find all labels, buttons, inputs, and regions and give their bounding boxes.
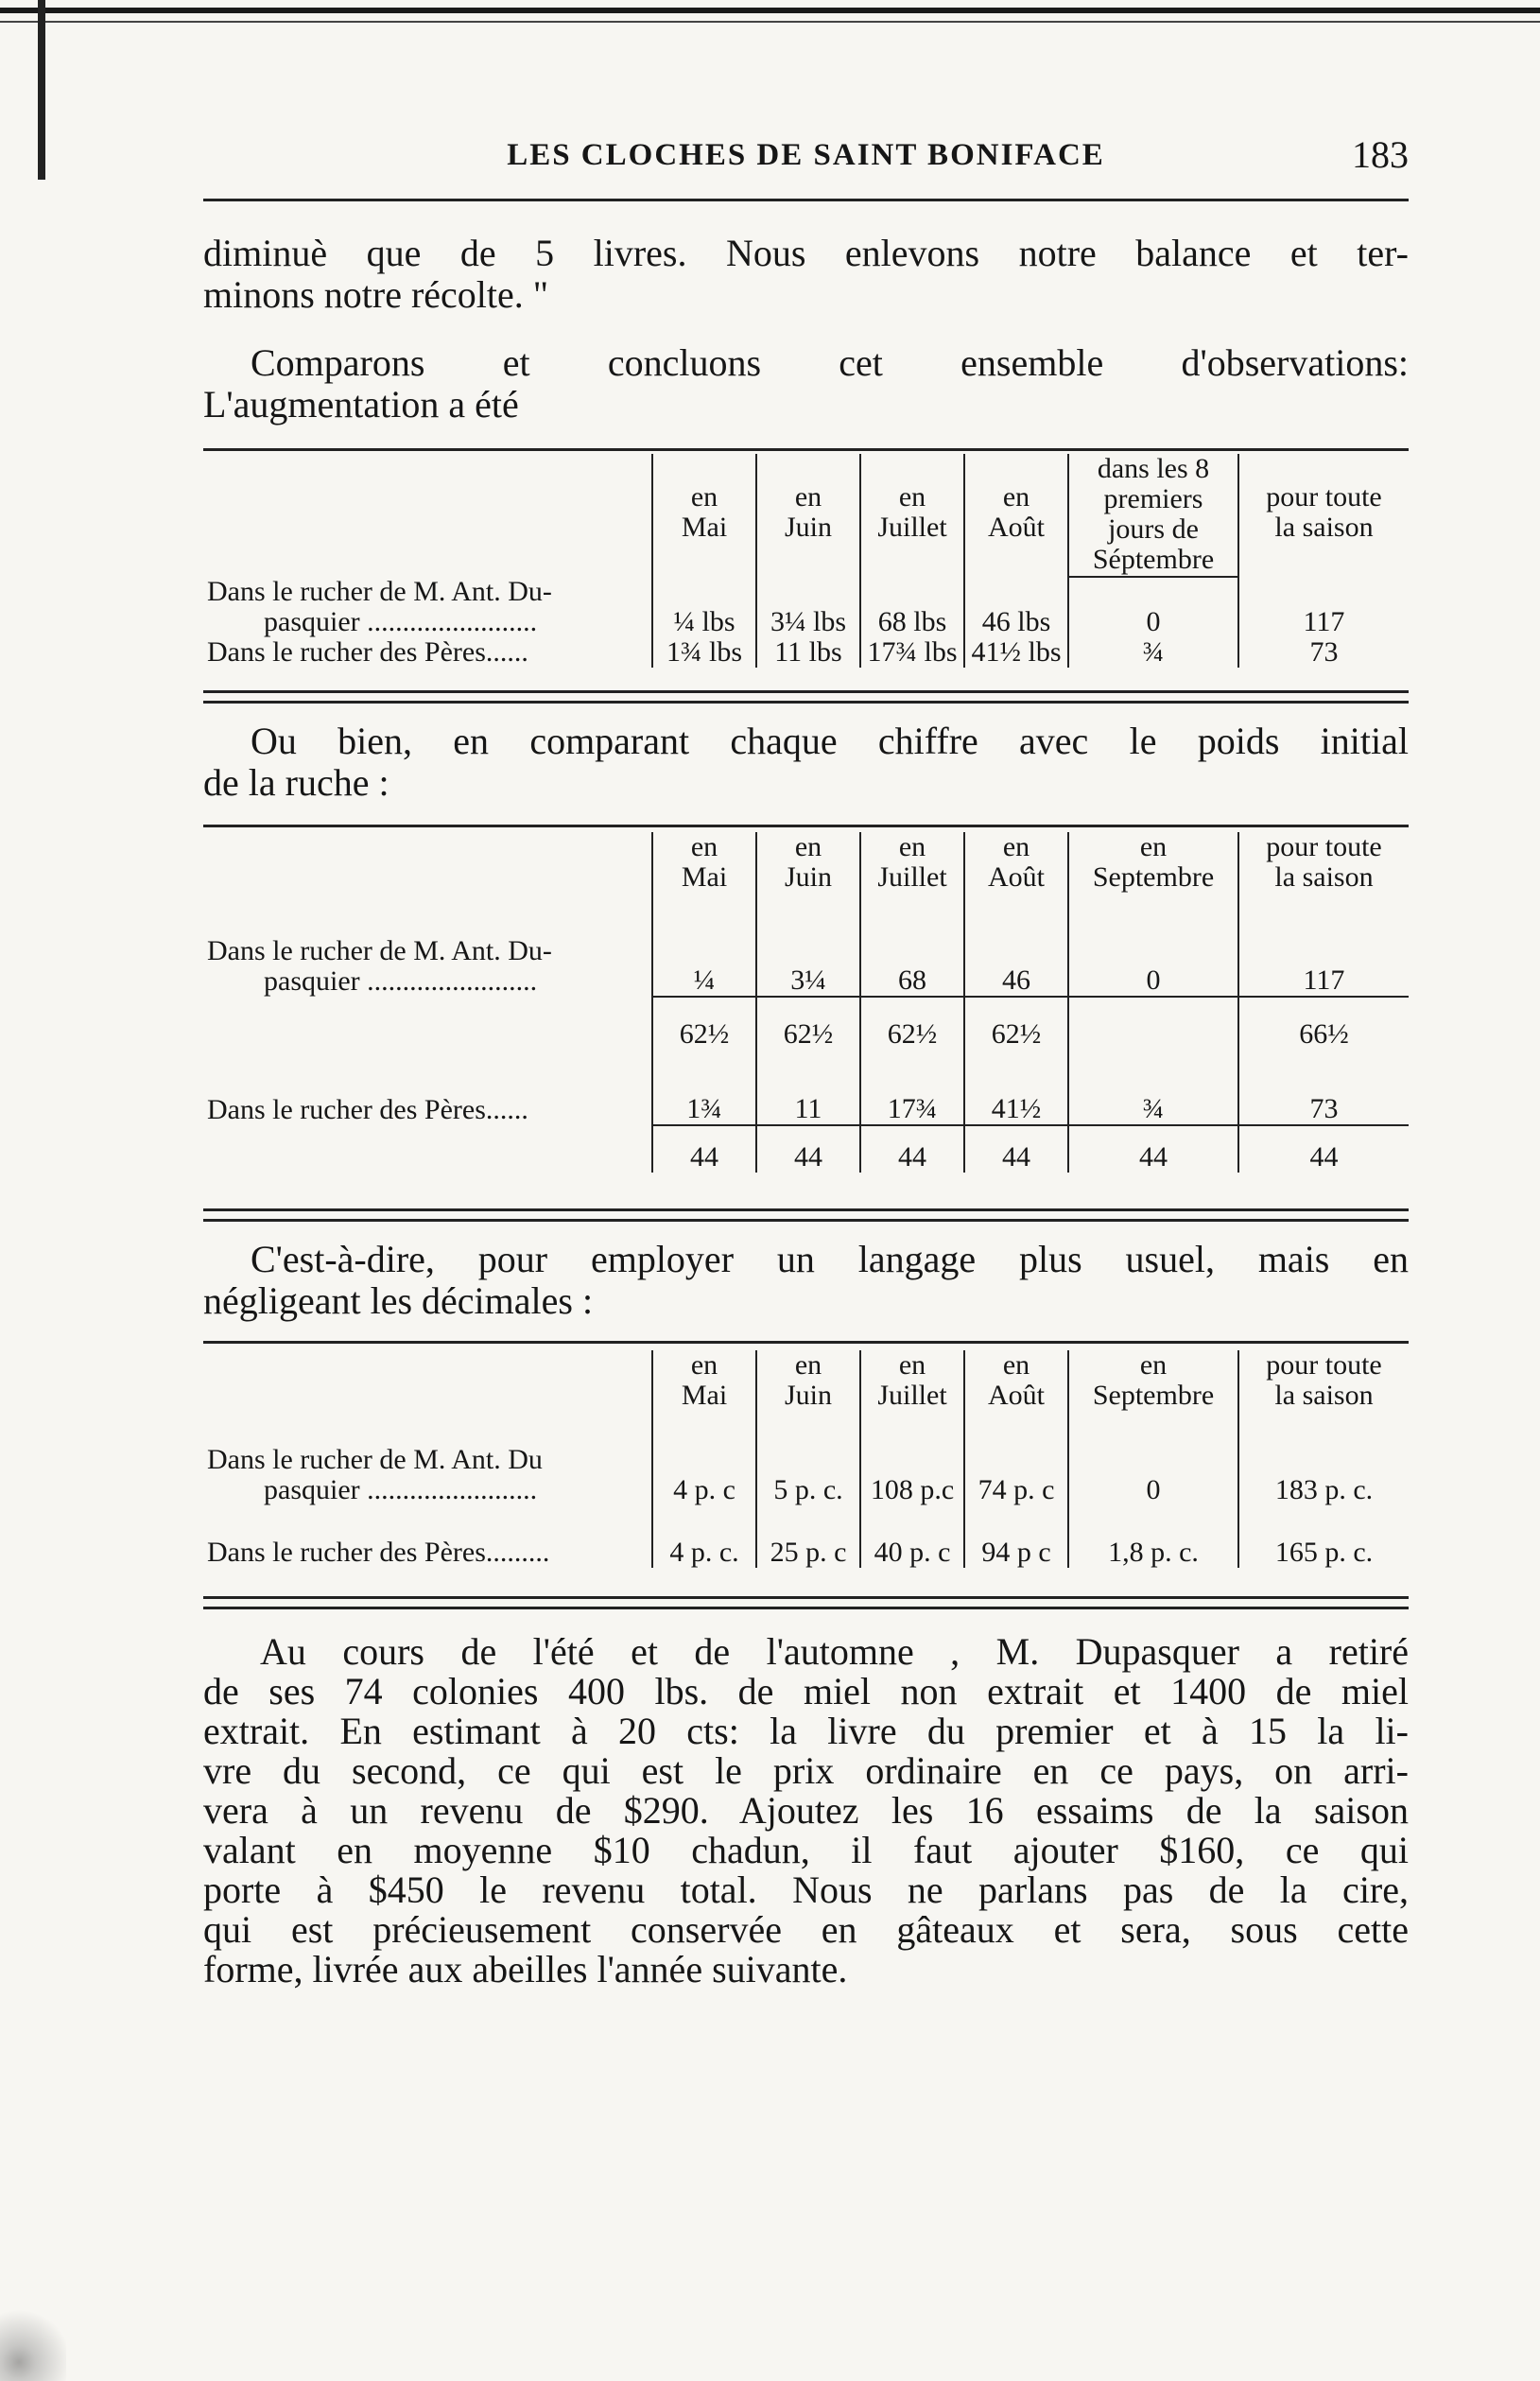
col-header-line: Septembre — [1092, 1380, 1215, 1411]
paragraph-1 — [203, 233, 1409, 316]
col-header-septembre — [1068, 1350, 1238, 1426]
cell: 0 — [1068, 577, 1238, 637]
cell: 46 — [964, 908, 1068, 997]
col-header-juillet — [860, 454, 964, 577]
cell — [1068, 997, 1238, 1050]
col-header-aout — [964, 454, 1068, 577]
table3-bottom-rule — [203, 1596, 1409, 1609]
row-label-line: pasquier ........................ — [264, 965, 538, 997]
col-header-line: en — [794, 831, 822, 862]
cell: 1¾ lbs — [652, 637, 756, 668]
page-edge-rule-thin — [0, 21, 1540, 23]
table-corner — [203, 454, 652, 577]
col-header-line: jours de — [1108, 513, 1199, 545]
table1-top-rule — [203, 448, 1409, 451]
cell: 165 p. c. — [1274, 1537, 1374, 1568]
table-corner — [203, 832, 652, 908]
text-line: Comparons et concluons cet ensemble d'observations: — [251, 341, 1409, 384]
col-header-saison — [1238, 832, 1409, 908]
cell: 68 lbs — [860, 577, 964, 637]
cell: 44 — [964, 1125, 1068, 1173]
col-header-line: la saison — [1274, 512, 1374, 543]
col-header-juin — [756, 454, 860, 577]
col-header-line: en — [690, 831, 718, 862]
running-title: LES CLOCHES DE SAINT BONIFACE — [507, 138, 1105, 172]
col-header-line: Juin — [784, 512, 832, 543]
cell: 5 p. c. — [756, 1426, 860, 1505]
table-row — [203, 1050, 1409, 1125]
row-label — [203, 577, 652, 637]
col-header-mai — [652, 1350, 756, 1426]
scan-smudge — [0, 2277, 66, 2381]
cell: 3¼ lbs — [756, 577, 860, 637]
col-header-line: Séptembre — [1092, 544, 1215, 575]
cell: 0 — [1068, 908, 1238, 997]
col-header-saison — [1238, 1350, 1409, 1426]
text-line: valant en moyenne $10 chadun, il faut ajouter $160, ce qui — [203, 1829, 1409, 1871]
table-augmentation-lbs — [203, 454, 1409, 668]
text-line: qui est précieusement conservée en gâteaux et sera, sous cette — [203, 1908, 1409, 1951]
text-line: minons notre récolte. " — [203, 273, 549, 316]
col-header-septembre — [1068, 454, 1238, 577]
cell: ¼ — [652, 908, 756, 997]
col-header-line: pour toute — [1266, 481, 1382, 513]
row-label-empty — [203, 997, 652, 1050]
col-header-line: Août — [988, 1380, 1045, 1411]
table3-top-rule — [203, 1341, 1409, 1344]
col-header-line: en — [1139, 1349, 1168, 1381]
cell: 0 — [1068, 1426, 1238, 1505]
col-header-line: en — [898, 831, 926, 862]
cell: 11 lbs — [756, 637, 860, 668]
row-label-empty — [203, 1125, 652, 1173]
paragraph-2 — [203, 342, 1409, 426]
cell: 1,8 p. c. — [1068, 1505, 1238, 1568]
col-header-line: pour toute — [1266, 1349, 1382, 1381]
col-header-line: en — [1002, 831, 1030, 862]
col-header-septembre — [1068, 832, 1238, 908]
row-label: Dans le rucher des Pères......... — [203, 1505, 652, 1568]
table1-bottom-rule — [203, 690, 1409, 704]
table-row-denominators — [203, 997, 1409, 1050]
cell: 66½ — [1238, 997, 1409, 1050]
cell: 44 — [1238, 1125, 1409, 1173]
text-line: extrait. En estimant à 20 cts: la livre du premier et à 15 la li- — [203, 1710, 1409, 1752]
cell: 40 p. c — [860, 1505, 964, 1568]
col-header-line: dans les 8 — [1097, 453, 1210, 484]
header-rule — [203, 199, 1409, 201]
cell: 117 — [1303, 965, 1345, 996]
col-header-line: Juillet — [877, 1380, 947, 1411]
cell: 68 — [860, 908, 964, 997]
col-header-saison — [1238, 454, 1409, 577]
col-header-line: en — [1139, 831, 1168, 862]
table-ratio-initial-weight — [203, 832, 1409, 1173]
row-label-line: Dans le rucher de M. Ant. Du — [207, 1444, 543, 1475]
row-label — [203, 908, 652, 997]
cell: 25 p. c — [756, 1505, 860, 1568]
cell: ¾ — [1068, 637, 1238, 668]
col-header-line: en — [1002, 1349, 1030, 1381]
cell: ¾ — [1068, 1050, 1238, 1125]
text-line: porte à $450 le revenu total. Nous ne parlans pas de la cire, — [203, 1868, 1409, 1911]
col-header-line: Juin — [784, 861, 832, 893]
text-line: L'augmentation a été — [203, 383, 519, 426]
col-header-line: premiers — [1103, 483, 1203, 514]
table-row — [203, 637, 1409, 668]
col-header-line: Juin — [784, 1380, 832, 1411]
table-percentages — [203, 1350, 1409, 1568]
page-edge-rule — [0, 8, 1540, 13]
cell: 17¾ — [860, 1050, 964, 1125]
row-label: Dans le rucher des Pères...... — [203, 637, 652, 668]
cell: 62½ — [652, 997, 756, 1050]
cell: 183 p. c. — [1274, 1474, 1374, 1505]
col-header-line: en — [1002, 481, 1030, 513]
col-header-juin — [756, 1350, 860, 1426]
col-header-line: en — [898, 1349, 926, 1381]
table2-top-rule — [203, 825, 1409, 827]
col-header-line: Mai — [681, 1380, 728, 1411]
cell: 44 — [756, 1125, 860, 1173]
col-header-line: pour toute — [1266, 831, 1382, 862]
col-header-line: Juillet — [877, 512, 947, 543]
cell: 3¼ — [756, 908, 860, 997]
text-line: de la ruche : — [203, 761, 389, 804]
cell: 62½ — [756, 997, 860, 1050]
row-label — [203, 1426, 652, 1505]
text-line: vera à un revenu de $290. Ajoutez les 16 essaims de la saison — [203, 1789, 1409, 1832]
text-line: C'est-à-dire, pour employer un langage plus usuel, mais en — [251, 1238, 1409, 1280]
col-header-aout — [964, 1350, 1068, 1426]
col-header-juin — [756, 832, 860, 908]
cell: 11 — [756, 1050, 860, 1125]
col-header-line: en — [898, 481, 926, 513]
col-header-line: en — [794, 1349, 822, 1381]
cell: 44 — [1068, 1125, 1238, 1173]
col-header-line: Août — [988, 861, 1045, 893]
cell: 44 — [652, 1125, 756, 1173]
row-label-line: pasquier ........................ — [264, 606, 538, 637]
col-header-aout — [964, 832, 1068, 908]
row-label-line: Dans le rucher de M. Ant. Du- — [207, 935, 552, 966]
cell: 17¾ lbs — [860, 637, 964, 668]
cell: ¼ lbs — [652, 577, 756, 637]
table-row — [203, 1426, 1409, 1505]
col-header-line: la saison — [1274, 1380, 1374, 1411]
text-line: Au cours de l'été et de l'automne , M. Dupasquer a retiré — [260, 1630, 1409, 1673]
col-header-mai — [652, 832, 756, 908]
cell: 73 — [1309, 636, 1339, 668]
cell: 4 p. c — [652, 1426, 756, 1505]
cell: 41½ lbs — [964, 637, 1068, 668]
col-header-line: en — [690, 481, 718, 513]
text-line: Ou bien, en comparant chaque chiffre avec le poids initial — [251, 720, 1409, 762]
running-header — [203, 132, 1409, 189]
col-header-line: la saison — [1274, 861, 1374, 893]
cell: 108 p.c — [860, 1426, 964, 1505]
paragraph-5 — [203, 1632, 1409, 1990]
table-row-denominators — [203, 1125, 1409, 1173]
text-line: vre du second, ce qui est le prix ordinaire en ce pays, on arri- — [203, 1749, 1409, 1792]
text-line: diminuè que de 5 livres. Nous enlevons notre balance et ter- — [203, 232, 1409, 274]
page-number: 183 — [1352, 133, 1409, 176]
text-line: de ses 74 colonies 400 lbs. de miel non extrait et 1400 de miel — [203, 1670, 1409, 1712]
col-header-mai — [652, 454, 756, 577]
col-header-line: Septembre — [1092, 861, 1215, 893]
cell: 73 — [1309, 1093, 1339, 1124]
table-row — [203, 577, 1409, 637]
cell: 117 — [1303, 606, 1345, 637]
row-label-line: Dans le rucher de M. Ant. Du- — [207, 576, 552, 607]
col-header-line: Août — [988, 512, 1045, 543]
col-header-line: en — [794, 481, 822, 513]
cell: 74 p. c — [964, 1426, 1068, 1505]
col-header-line: Juillet — [877, 861, 947, 893]
col-header-juillet — [860, 1350, 964, 1426]
cell: 1¾ — [652, 1050, 756, 1125]
col-header-juillet — [860, 832, 964, 908]
paragraph-3 — [203, 721, 1409, 804]
table-row — [203, 1505, 1409, 1568]
col-header-line: en — [690, 1349, 718, 1381]
cell: 41½ — [964, 1050, 1068, 1125]
cell: 62½ — [860, 997, 964, 1050]
paragraph-4 — [203, 1239, 1409, 1322]
row-label: Dans le rucher des Pères...... — [203, 1050, 652, 1125]
binding-mark — [38, 0, 45, 180]
cell: 62½ — [964, 997, 1068, 1050]
table-corner — [203, 1350, 652, 1426]
text-line: forme, livrée aux abeilles l'année suivante. — [203, 1948, 848, 1990]
row-label-line: pasquier ........................ — [264, 1474, 538, 1505]
table2-bottom-rule — [203, 1208, 1409, 1222]
cell: 46 lbs — [964, 577, 1068, 637]
cell: 44 — [860, 1125, 964, 1173]
text-line: négligeant les décimales : — [203, 1279, 594, 1322]
col-header-line: Mai — [681, 512, 728, 543]
cell: 4 p. c. — [652, 1505, 756, 1568]
table-row — [203, 908, 1409, 997]
col-header-line: Mai — [681, 861, 728, 893]
cell: 94 p c — [964, 1505, 1068, 1568]
